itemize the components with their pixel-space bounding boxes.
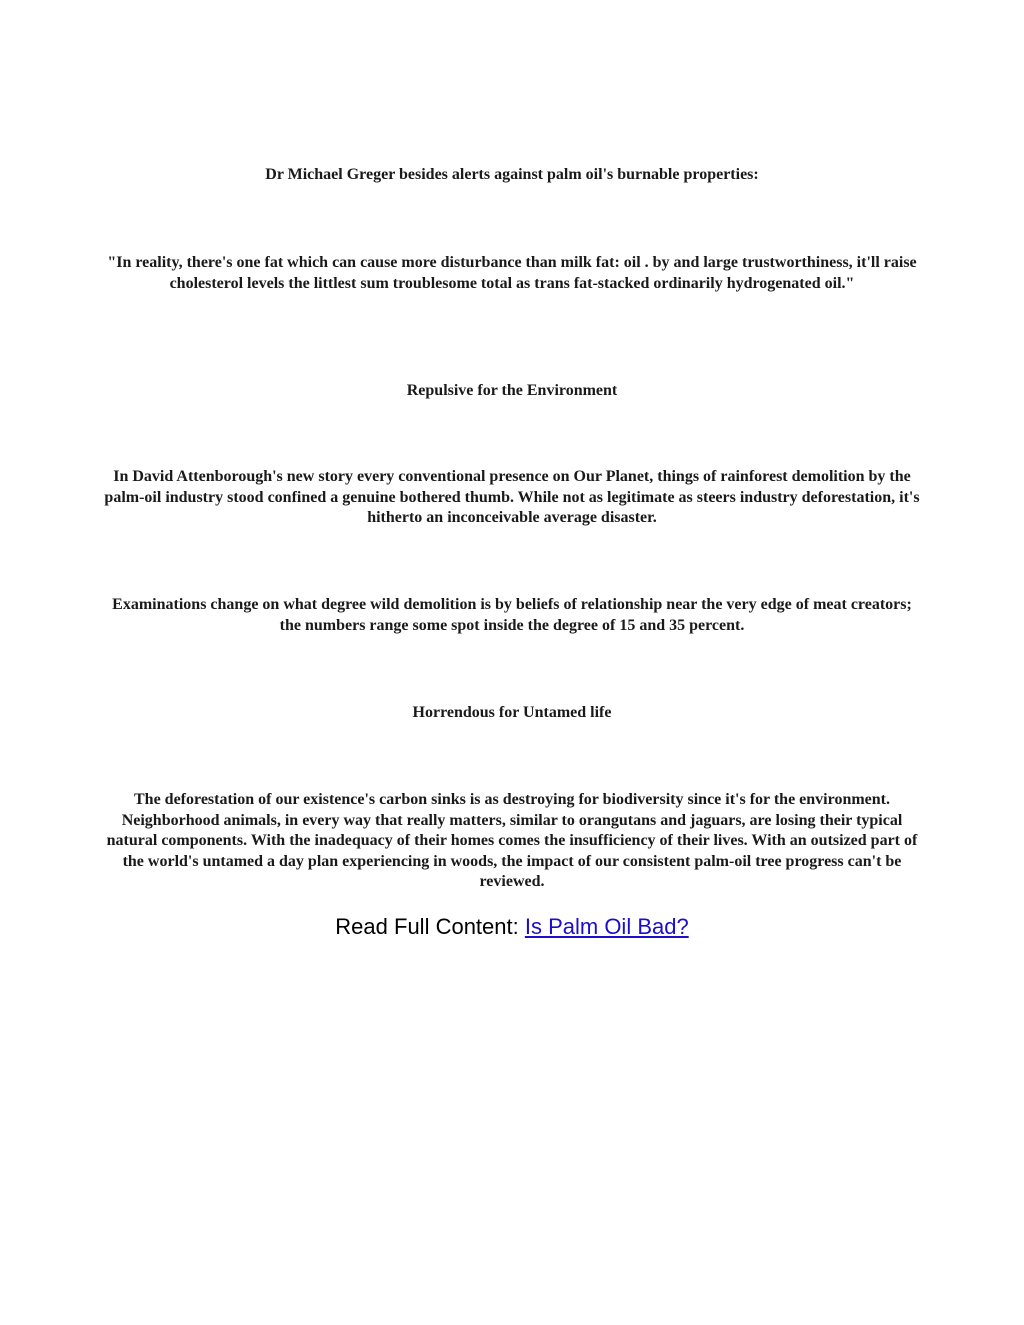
examinations-paragraph: Examinations change on what degree wild demolition is by beliefs of relationship near the very edge of meat creators; the numbers range some spot inside the degree of 15 and 35 percent. xyxy=(112,596,912,634)
section-heading-environment: Repulsive for the Environment xyxy=(406,382,618,399)
read-more-line xyxy=(100,913,924,941)
read-more-link[interactable]: Is Palm Oil Bad? xyxy=(524,914,689,939)
quote-paragraph: "In reality, there's one fat which can cause more disturbance than milk fat: oil . by and large trustworthiness, it'll raise cholesterol levels the littlest sum troublesome total as trans fat-stacked ordinarily hydrogenated oil." xyxy=(107,254,917,292)
read-more-label: Read Full Content: xyxy=(335,914,519,939)
environment-paragraph: In David Attenborough's new story every conventional presence on Our Planet, things of rainforest demolition by the palm-oil industry stood confined a genuine bothered thumb. While not as legitimate as steers industry deforestation, it's hitherto an inconceivable average disaster. xyxy=(104,468,920,526)
wildlife-paragraph: The deforestation of our existence's carbon sinks is as destroying for biodiversity since it's for the environment. Neighborhood animals, in every way that really matters, similar to orangutans and jaguars, are losing their typical natural components. With the inadequacy of their homes comes the insufficiency of their lives. With an outsized part of the world's untamed a day plan experiencing in woods, the impact of our consistent palm-oil tree progress can't be reviewed. xyxy=(106,791,918,890)
intro-paragraph: Dr Michael Greger besides alerts against palm oil's burnable properties: xyxy=(265,166,759,183)
section-heading-wildlife: Horrendous for Untamed life xyxy=(412,704,612,721)
